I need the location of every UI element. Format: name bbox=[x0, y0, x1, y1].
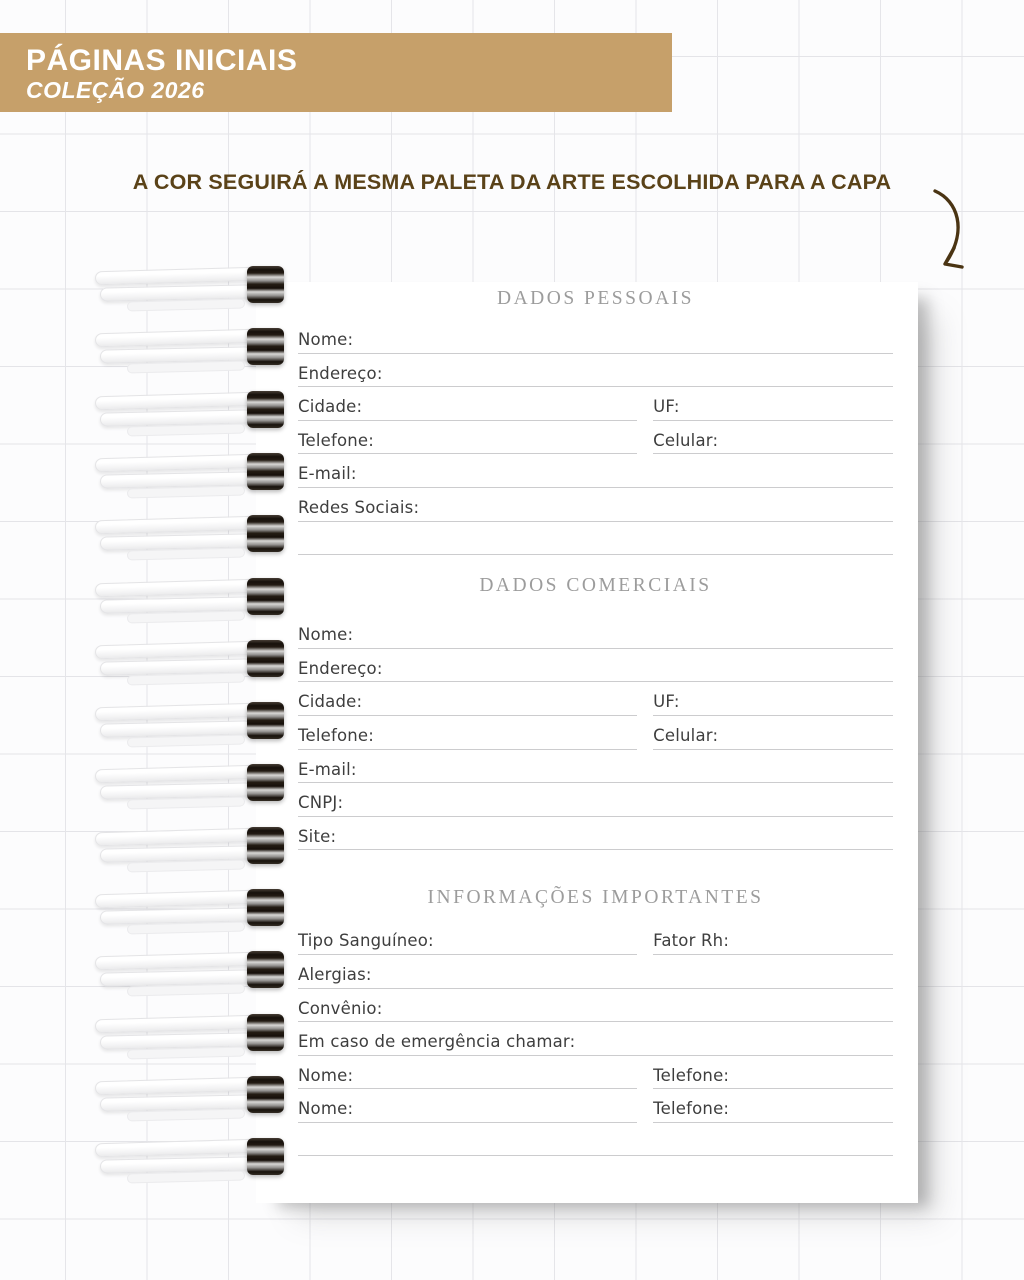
form-row bbox=[298, 454, 893, 488]
coil-wire-loop bbox=[127, 361, 245, 374]
coil-wire-loop bbox=[127, 921, 245, 934]
form-field bbox=[653, 1056, 893, 1090]
form-row bbox=[298, 1089, 893, 1123]
form-row bbox=[298, 817, 893, 851]
form-row bbox=[298, 1123, 893, 1157]
spiral-coil bbox=[95, 889, 295, 937]
form-field bbox=[298, 955, 893, 989]
form-row bbox=[298, 354, 893, 388]
form-field bbox=[298, 817, 893, 851]
field-label: Endereço: bbox=[298, 363, 383, 383]
form-row bbox=[298, 522, 893, 556]
coil-clip bbox=[247, 764, 284, 801]
header-banner bbox=[0, 33, 672, 112]
field-label: Em caso de emergência chamar: bbox=[298, 1032, 576, 1052]
field-label: Alergias: bbox=[298, 965, 372, 984]
field-label: UF: bbox=[653, 397, 680, 417]
form-row bbox=[298, 1056, 893, 1090]
form-row bbox=[298, 421, 893, 455]
coil-wire-loop bbox=[95, 516, 259, 535]
coil-clip bbox=[247, 827, 284, 864]
coil-wire-loop bbox=[127, 548, 245, 561]
coil-wire-loop bbox=[127, 1108, 245, 1121]
form-section bbox=[298, 885, 893, 1156]
page-sections bbox=[256, 286, 918, 1156]
headline-text: A COR SEGUIRÁ A MESMA PALETA DA ARTE ESCOLHIDA PARA A CAPA bbox=[132, 170, 892, 194]
banner-subtitle: COLEÇÃO 2026 bbox=[26, 77, 205, 103]
form-row bbox=[298, 1022, 893, 1056]
coil-clip bbox=[247, 391, 284, 428]
coil-wire-loop bbox=[127, 672, 245, 685]
coil-wire-loop bbox=[95, 267, 259, 286]
spiral-coil bbox=[95, 515, 295, 563]
banner-title: PÁGINAS INICIAIS bbox=[26, 44, 298, 77]
form-field bbox=[298, 421, 637, 455]
spiral-coil bbox=[95, 951, 295, 999]
coil-wire-loop bbox=[127, 298, 245, 311]
form-field bbox=[298, 615, 893, 649]
form-row bbox=[298, 750, 893, 784]
field-label: Cidade: bbox=[298, 397, 363, 417]
form-field bbox=[298, 921, 637, 955]
form-row bbox=[298, 615, 893, 649]
spiral-coil bbox=[95, 827, 295, 875]
field-label: Celular: bbox=[653, 726, 719, 746]
form-field bbox=[653, 421, 893, 455]
coil-wire-loop bbox=[127, 797, 245, 810]
coil-wire-loop bbox=[95, 1077, 259, 1096]
coil-wire-loop bbox=[127, 735, 245, 748]
form-row bbox=[298, 716, 893, 750]
spiral-coil bbox=[95, 702, 295, 750]
coil-wire-loop bbox=[127, 1171, 245, 1184]
form-field bbox=[653, 921, 893, 955]
form-section bbox=[298, 286, 893, 555]
coil-clip bbox=[247, 1014, 284, 1051]
field-label: CNPJ: bbox=[298, 793, 344, 813]
coil-wire-loop bbox=[95, 578, 259, 597]
section-title: DADOS COMERCIAIS bbox=[479, 575, 712, 597]
form-field bbox=[298, 649, 893, 683]
coil-clip bbox=[247, 640, 284, 677]
form-row bbox=[298, 488, 893, 522]
coil-clip bbox=[247, 951, 284, 988]
form-field bbox=[298, 1022, 893, 1056]
field-label: Site: bbox=[298, 826, 337, 846]
field-label: Nome: bbox=[298, 1099, 354, 1119]
form-row bbox=[298, 783, 893, 817]
section-title: DADOS PESSOAIS bbox=[497, 288, 694, 309]
field-label: Cidade: bbox=[298, 692, 363, 712]
field-label: Nome: bbox=[298, 625, 354, 645]
spiral-coil bbox=[95, 266, 295, 314]
section-title: INFORMAÇÕES IMPORTANTES bbox=[427, 887, 764, 909]
form-field bbox=[298, 750, 893, 784]
form-field bbox=[653, 716, 893, 750]
field-label: E-mail: bbox=[298, 759, 357, 779]
form-field bbox=[298, 1089, 637, 1123]
coil-wire-loop bbox=[95, 391, 259, 410]
form-field bbox=[298, 387, 637, 421]
spiral-coil bbox=[95, 764, 295, 812]
form-row bbox=[298, 921, 893, 955]
form-field bbox=[298, 989, 893, 1023]
field-label: Fator Rh: bbox=[653, 931, 730, 951]
form-field bbox=[653, 387, 893, 421]
coil-wire-loop bbox=[95, 641, 259, 660]
field-label: Telefone: bbox=[653, 1099, 730, 1119]
field-label: E-mail: bbox=[298, 464, 357, 484]
form-row bbox=[298, 955, 893, 989]
field-label: Endereço: bbox=[298, 658, 383, 678]
coil-wire-loop bbox=[95, 827, 259, 846]
field-label: Telefone: bbox=[653, 1065, 730, 1085]
spiral-coil bbox=[95, 453, 295, 501]
field-label: UF: bbox=[653, 692, 680, 712]
coil-wire-loop bbox=[127, 859, 245, 872]
spiral-coil bbox=[95, 640, 295, 688]
field-label: Tipo Sanguíneo: bbox=[298, 931, 434, 951]
form-field bbox=[298, 1056, 637, 1090]
form-field bbox=[298, 454, 893, 488]
form-field bbox=[298, 488, 893, 522]
field-label: Convênio: bbox=[298, 998, 383, 1018]
form-field bbox=[298, 783, 893, 817]
coil-clip bbox=[247, 266, 284, 303]
form-field bbox=[298, 716, 637, 750]
form-row bbox=[298, 649, 893, 683]
spiral-binding bbox=[95, 266, 295, 1181]
coil-wire-loop bbox=[95, 329, 259, 348]
coil-clip bbox=[247, 515, 284, 552]
coil-wire-loop bbox=[95, 765, 259, 784]
coil-wire-loop bbox=[95, 454, 259, 473]
spiral-coil bbox=[95, 391, 295, 439]
spiral-coil bbox=[95, 1014, 295, 1062]
form-section bbox=[298, 573, 893, 850]
coil-clip bbox=[247, 1076, 284, 1113]
coil-wire-loop bbox=[95, 703, 259, 722]
form-field bbox=[298, 522, 893, 556]
spiral-coil bbox=[95, 578, 295, 626]
coil-clip bbox=[247, 702, 284, 739]
coil-clip bbox=[247, 578, 284, 615]
form-field bbox=[653, 1089, 893, 1123]
coil-wire-loop bbox=[95, 952, 259, 971]
form-row bbox=[298, 320, 893, 354]
spiral-coil bbox=[95, 1138, 295, 1186]
field-label: Telefone: bbox=[298, 726, 375, 746]
curved-arrow-down-icon bbox=[920, 186, 975, 276]
coil-wire-loop bbox=[127, 984, 245, 997]
spiral-coil bbox=[95, 1076, 295, 1124]
coil-clip bbox=[247, 1138, 284, 1175]
field-label: Redes Sociais: bbox=[298, 498, 420, 518]
coil-wire-loop bbox=[95, 1014, 259, 1033]
coil-clip bbox=[247, 453, 284, 490]
coil-wire-loop bbox=[95, 890, 259, 909]
coil-wire-loop bbox=[95, 1139, 259, 1158]
form-field bbox=[298, 1123, 893, 1157]
coil-clip bbox=[247, 889, 284, 926]
form-field bbox=[298, 320, 893, 354]
spiral-coil bbox=[95, 328, 295, 376]
form-row bbox=[298, 387, 893, 421]
field-label: Celular: bbox=[653, 430, 719, 450]
notebook-page bbox=[256, 282, 918, 1203]
form-field bbox=[298, 354, 893, 388]
coil-clip bbox=[247, 328, 284, 365]
field-label: Nome: bbox=[298, 1065, 354, 1085]
form-field bbox=[298, 682, 637, 716]
field-label: Telefone: bbox=[298, 430, 375, 450]
coil-wire-loop bbox=[127, 485, 245, 498]
form-row bbox=[298, 682, 893, 716]
form-field bbox=[653, 682, 893, 716]
field-label: Nome: bbox=[298, 330, 354, 350]
form-row bbox=[298, 989, 893, 1023]
